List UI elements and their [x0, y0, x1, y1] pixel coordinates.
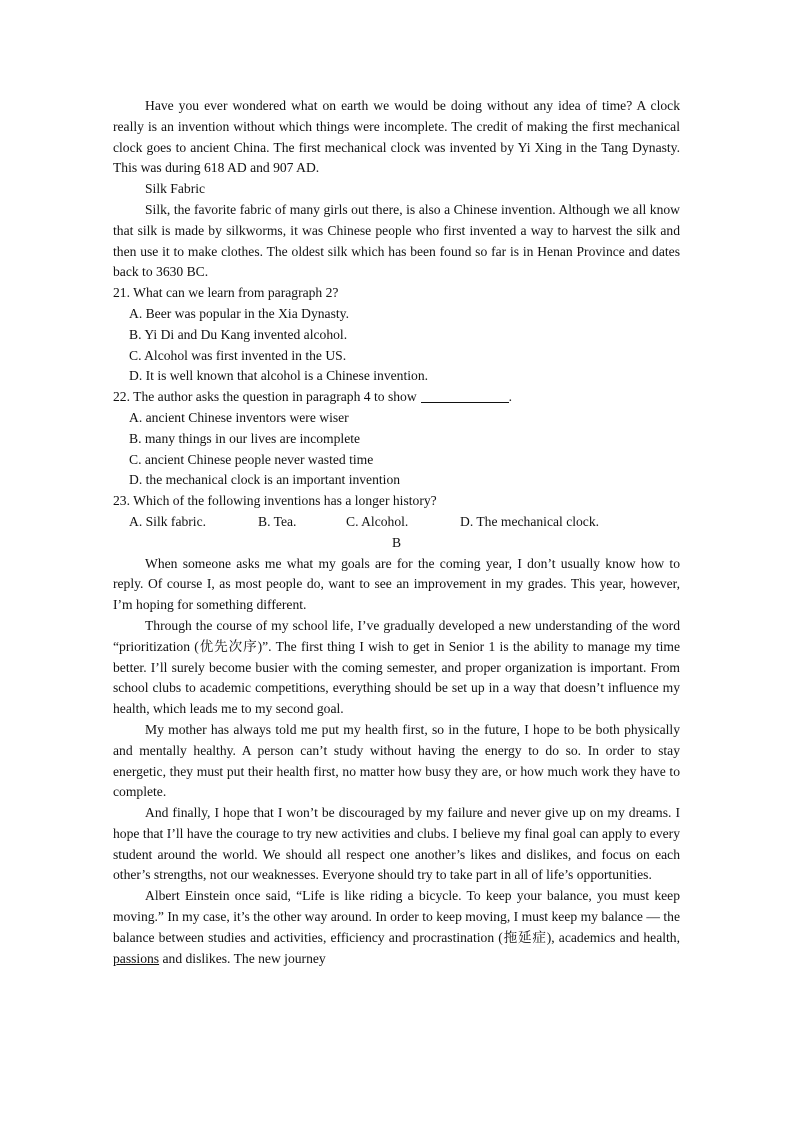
question-stem	[113, 387, 680, 408]
paragraph-einstein-end: and dislikes. The new journey	[162, 950, 326, 966]
option-c: C. ancient Chinese people never wasted time	[129, 451, 374, 467]
paragraph-silk: Silk, the favorite fabric of many girls out there, is also a Chinese invention. Although we all know that silk is made by silkworms, it was Chinese people who first invented a way to harvest the silk and then use it to make clothes. The oldest silk which has been found so far is in Henan Province and dates back to 3630 BC.	[113, 201, 680, 280]
paragraph-einstein-start: Albert Einstein once said, “Life is like riding a bicycle. To keep your balance, you must keep moving.” In my case, it’s the other way around. In order to keep moving, I must keep my balance — the balance between studies and activities, efficiency and procrastination (拖延症), academics and health,	[113, 888, 680, 945]
underlined-word-passions: passions	[113, 950, 160, 966]
question-21	[113, 283, 680, 387]
option-a: A. ancient Chinese inventors were wiser	[129, 409, 349, 425]
paragraph-einstein	[113, 886, 680, 969]
paragraph-health: My mother has always told me put my health first, so in the future, I hope to be both physically and mentally healthy. A person can’t study without having the energy to do so. In order to stay energetic, they must put their health first, no matter how busy they are, or how much work they have to complete.	[113, 721, 680, 800]
option-d: D. the mechanical clock is an important invention	[129, 472, 401, 488]
exam-page	[113, 96, 680, 969]
answer-blank	[421, 388, 509, 403]
option-c: C. Alcohol was first invented in the US.	[129, 347, 347, 363]
heading-silk-fabric: Silk Fabric	[145, 181, 206, 197]
option-d: D. It is well known that alcohol is a Chinese invention.	[129, 368, 429, 384]
question-23	[113, 491, 680, 533]
question-stem-end: .	[508, 389, 513, 405]
option-b: B. Tea.	[258, 513, 297, 529]
options-row	[113, 512, 680, 533]
question-stem: 23. Which of the following inventions has a longer history?	[113, 493, 437, 509]
paragraph-clock: Have you ever wondered what on earth we would be doing without any idea of time? A clock really is an invention without which things were incomplete. The credit of making the first mechanical clock goes to ancient China. The first mechanical clock was invented by Yi Xing in the Tang Dynasty. This was during 618 AD and 907 AD.	[113, 98, 680, 176]
question-stem-text: 22. The author asks the question in paragraph 4 to show	[113, 389, 417, 405]
section-label-b: B	[391, 534, 402, 550]
question-22	[113, 387, 680, 491]
paragraph-prioritization: Through the course of my school life, I’ve gradually developed a new understanding of the word “prioritization (优先次序)”. The first thing I wish to get in Senior 1 is the ability to manage my time better. I’ll surely become busier with the coming semester, and proper organization is important. From school clubs to academic competitions, everything should be set up in a way that doesn’t influence my health, which leads me to my second goal.	[113, 617, 680, 717]
option-d: D. The mechanical clock.	[460, 513, 600, 529]
option-a: A. Beer was popular in the Xia Dynasty.	[129, 305, 349, 321]
option-c: C. Alcohol.	[346, 513, 409, 529]
option-a: A. Silk fabric.	[129, 513, 207, 529]
question-stem: 21. What can we learn from paragraph 2?	[113, 285, 339, 301]
option-b: B. many things in our lives are incomplete	[129, 430, 361, 446]
paragraph-goals-intro: When someone asks me what my goals are for the coming year, I don’t usually know how to reply. Of course I, as most people do, want to see an improvement in my grades. This year, however, I’m hoping for something different.	[113, 555, 680, 613]
option-b: B. Yi Di and Du Kang invented alcohol.	[129, 326, 348, 342]
paragraph-courage: And finally, I hope that I won’t be discouraged by my failure and never give up on my dreams. I hope that I’ll have the courage to try new activities and clubs. I believe my final goal can apply to every student around the world. We should all respect one another’s likes and dislikes, and focus on each other’s strengths, not our weaknesses. Everyone should try to take part in all of life’s opportunities.	[113, 805, 680, 883]
